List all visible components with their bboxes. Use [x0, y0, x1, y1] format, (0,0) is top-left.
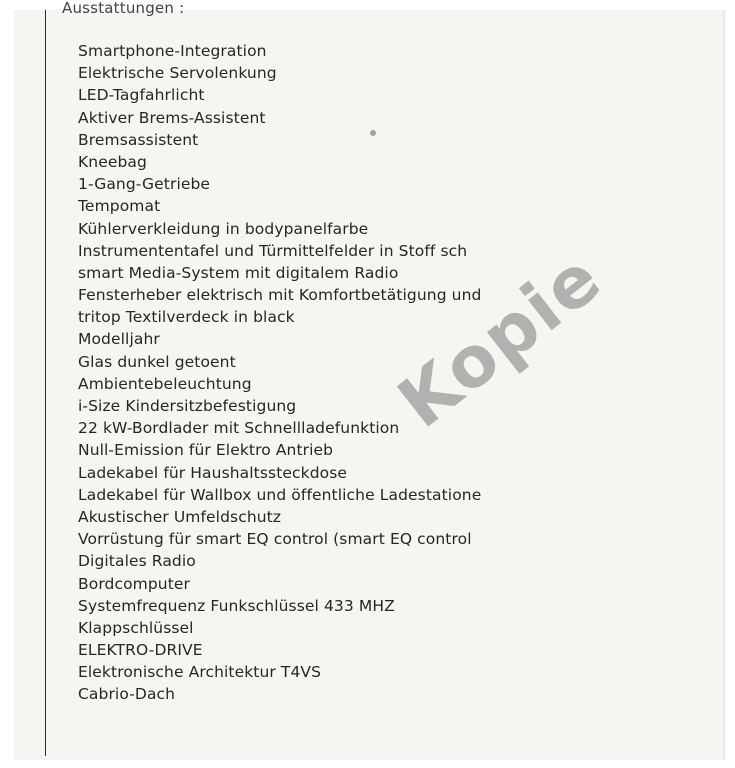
equipment-item: Modelljahr: [78, 330, 160, 349]
equipment-item: Cabrio-Dach: [78, 685, 176, 704]
equipment-item: Tempomat: [78, 197, 161, 216]
paper-edge-shadow: [723, 10, 727, 760]
equipment-item: Fensterheber elektrisch mit Komfortbetätigung und: [78, 286, 482, 305]
equipment-item: Aktiver Brems-Assistent: [78, 108, 266, 127]
kopie-watermark: Kopie: [383, 236, 617, 444]
equipment-item: Digitales Radio: [78, 552, 196, 571]
equipment-item: Vorrüstung für smart EQ control (smart EQ control: [78, 530, 472, 549]
equipment-item: ELEKTRO-DRIVE: [78, 641, 203, 660]
equipment-item: i-Size Kindersitzbefestigung: [78, 397, 297, 415]
equipment-item: Null-Emission für Elektro Antrieb: [78, 441, 334, 460]
equipment-item: Systemfrequenz Funkschlüssel 433 MHZ: [78, 596, 395, 615]
equipment-item: Ambientebeleuchtung: [78, 374, 252, 393]
equipment-item: smart Media-System mit digitalem Radio: [78, 263, 399, 282]
equipment-item: Bremsassistent: [78, 130, 199, 149]
equipment-item: 22 kW-Bordlader mit Schnellladefunktion: [78, 419, 400, 438]
paper-speck: [370, 130, 376, 136]
equipment-item: Kühlerverkleidung in bodypanelfarbe: [78, 219, 369, 238]
equipment-item: Smartphone-Integration: [78, 42, 267, 60]
equipment-item: Glas dunkel getoent: [78, 352, 236, 371]
equipment-item: Kneebag: [78, 152, 147, 171]
equipment-item: Akustischer Umfeldschutz: [78, 507, 282, 526]
equipment-item: Elektronische Architektur T4VS: [78, 663, 322, 682]
equipment-item: LED-Tagfahrlicht: [78, 86, 205, 105]
equipment-heading: Ausstattungen :: [62, 0, 185, 17]
equipment-item: Ladekabel für Wallbox und öffentliche Ladestatione: [78, 485, 482, 504]
equipment-item: 1-Gang-Getriebe: [78, 175, 211, 194]
equipment-item: Ladekabel für Haushaltssteckdose: [78, 463, 348, 482]
equipment-item: tritop Textilverdeck in black: [78, 308, 295, 327]
equipment-item: Klappschlüssel: [78, 618, 194, 637]
equipment-item: Bordcomputer: [78, 574, 191, 593]
equipment-item: Elektrische Servolenkung: [78, 64, 277, 83]
left-margin-rule: [45, 10, 46, 756]
equipment-item: Instrumententafel und Türmittelfelder in Stoff sch: [78, 241, 468, 260]
